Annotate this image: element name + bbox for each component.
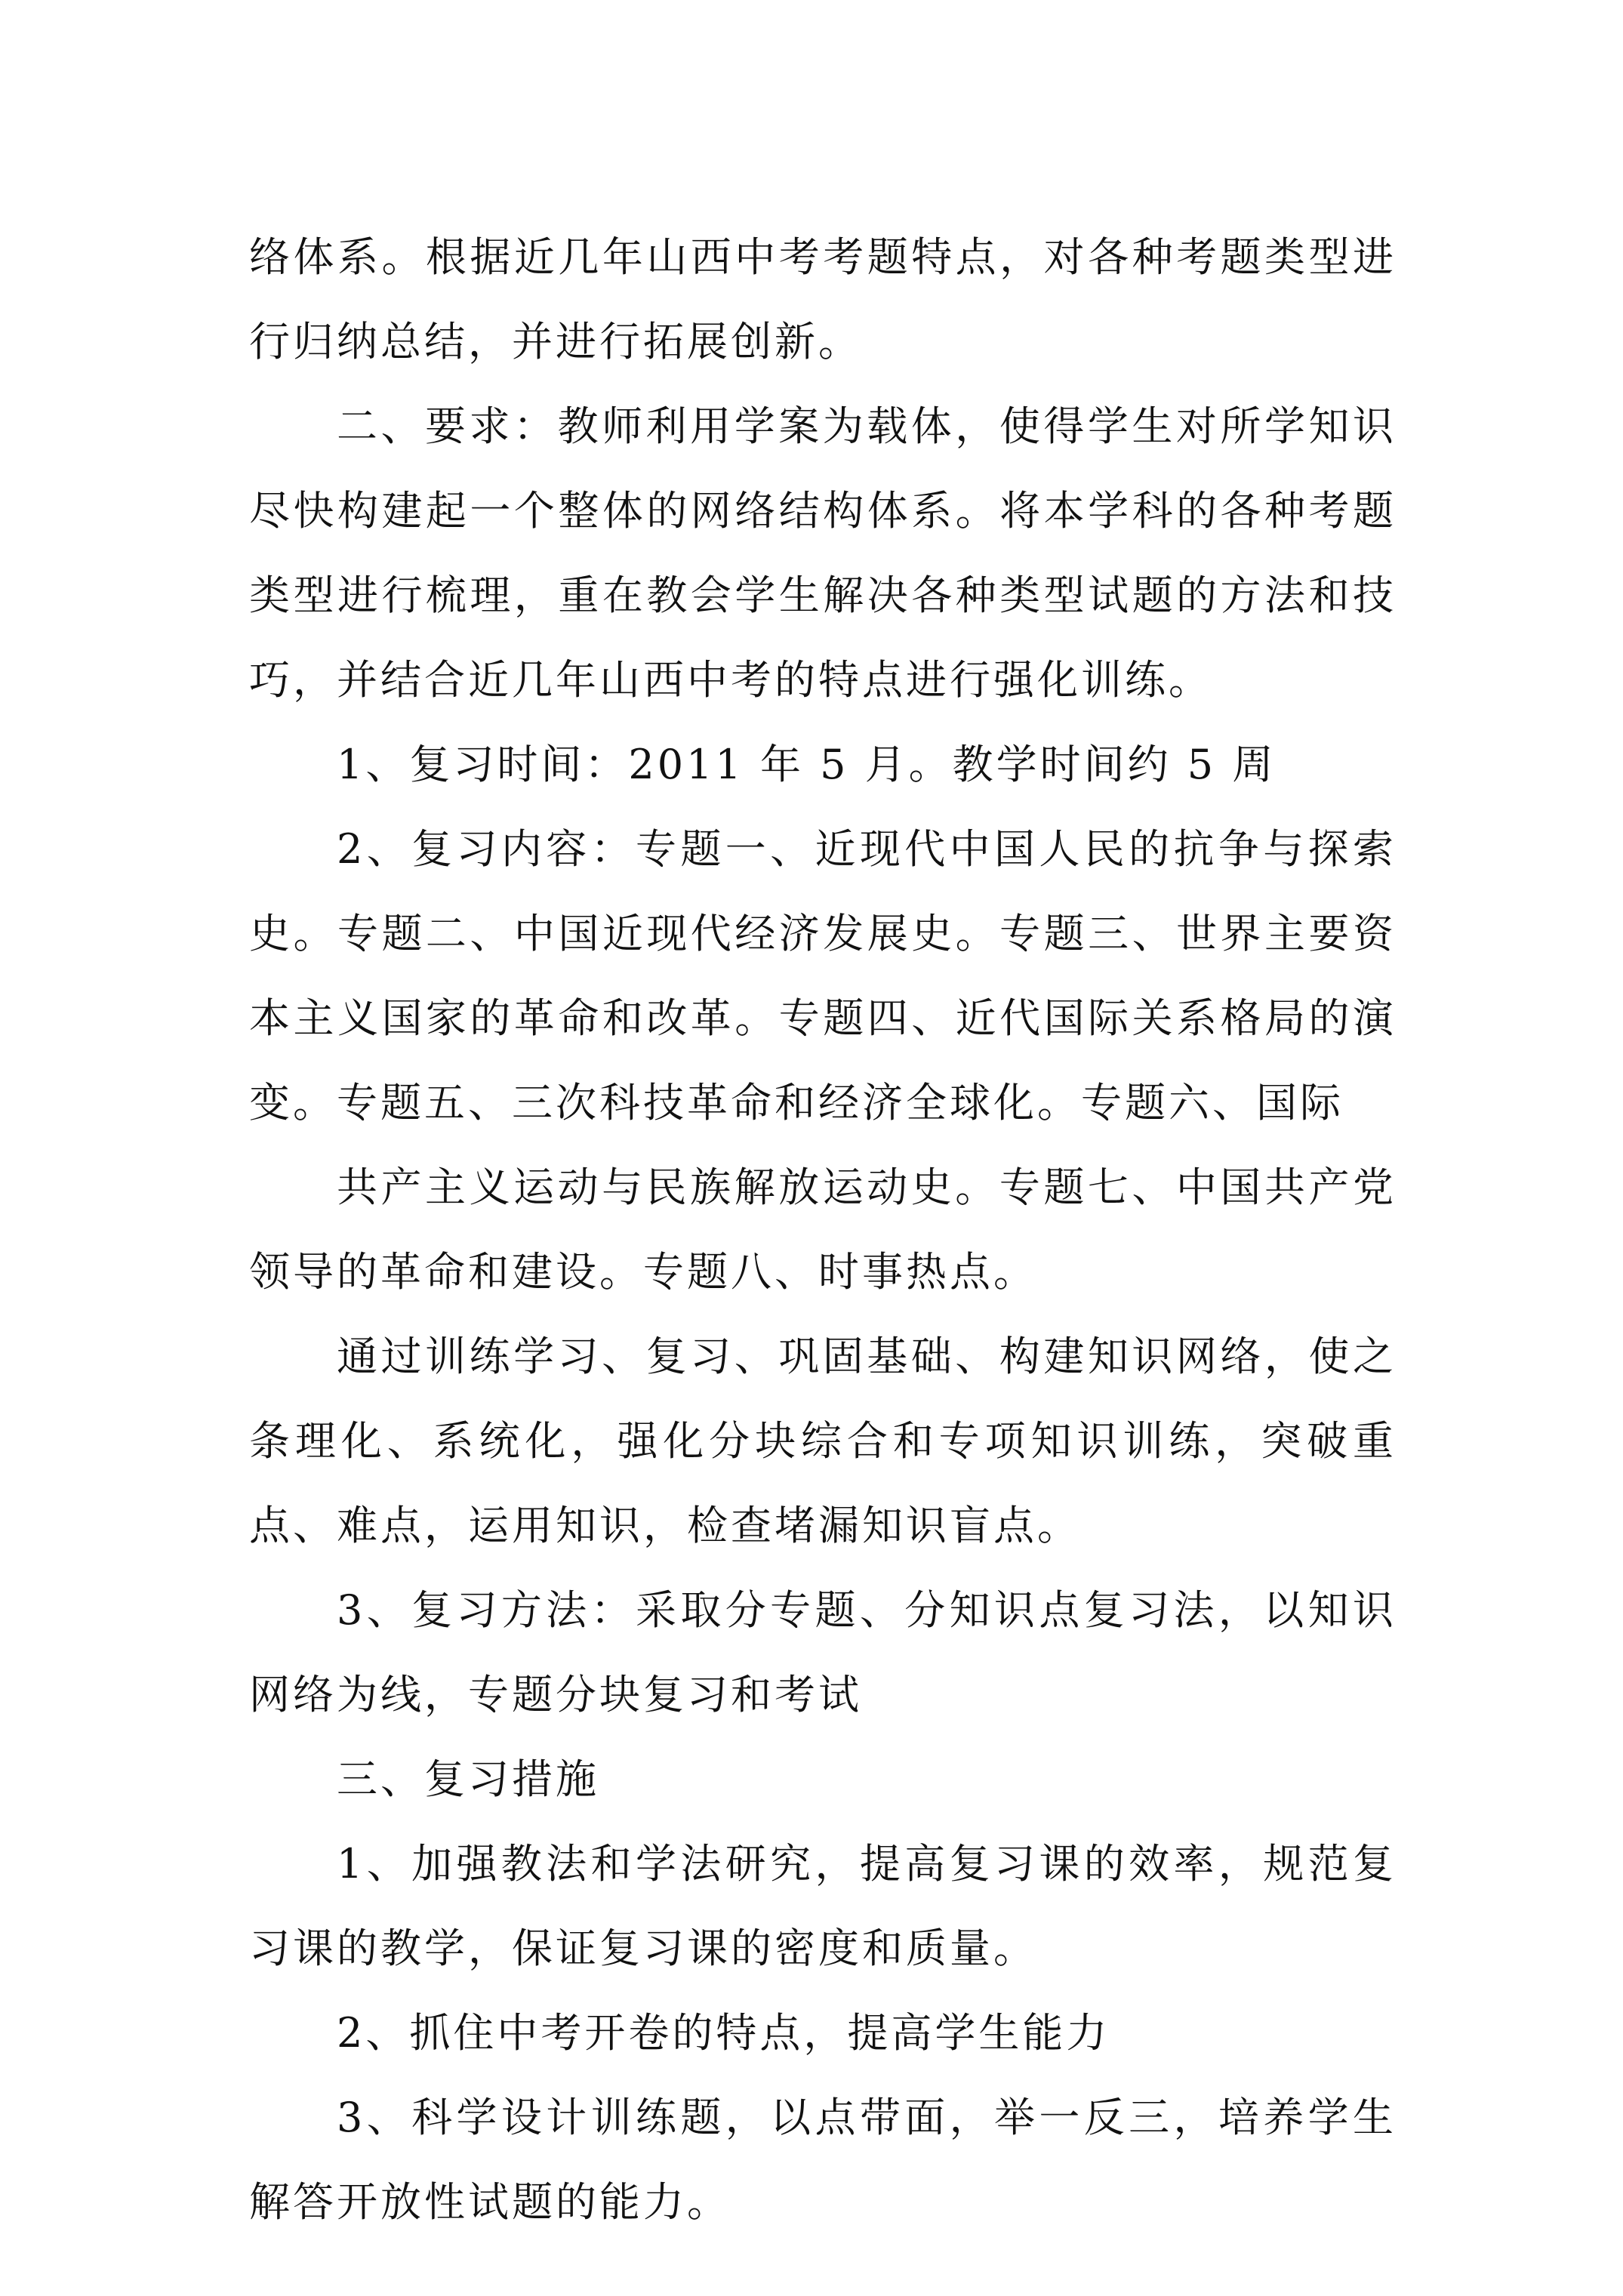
paragraph-training-goals: 通过训练学习、复习、巩固基础、构建知识网络，使之条理化、系统化，强化分块综合和专项知识训练，突破重点、难点，运用知识，检查堵漏知识盲点。: [249, 1333, 1397, 1549]
paragraph-review-content-continued: 共产主义运动与民族解放运动史。专题七、中国共产党领导的革命和建设。专题八、时事热点。: [249, 1163, 1397, 1296]
section-heading-measures: 三、复习措施: [337, 1755, 599, 1803]
paragraph-review-method: 3、复习方法：采取分专题、分知识点复习法，以知识网络为线，专题分块复习和考试: [249, 1586, 1397, 1718]
document-body: [249, 215, 1397, 2245]
paragraph-measure-3: 3、科学设计训练题，以点带面，举一反三，培养学生解答开放性试题的能力。: [249, 2094, 1397, 2226]
paragraph-review-content: 2、复习内容：专题一、近现代中国人民的抗争与探索史。专题二、中国近现代经济发展史。专题三、世界主要资本主义国家的革命和改革。专题四、近代国际关系格局的演变。专题五、三次科技革命和经济全球化。专题六、国际: [249, 825, 1397, 1126]
paragraph-review-time: 1、复习时间：2011 年 5 月。教学时间约 5 周: [337, 741, 1277, 788]
paragraph-network-system: 络体系。根据近几年山西中考考题特点，对各种考题类型进行归纳总结，并进行拓展创新。: [249, 233, 1397, 365]
paragraph-measure-1: 1、加强教法和学法研究，提高复习课的效率，规范复习课的教学，保证复习课的密度和质量。: [249, 1840, 1397, 1972]
paragraph-requirements: 二、要求：教师利用学案为载体，使得学生对所学知识尽快构建起一个整体的网络结构体系。将本学科的各种考题类型进行梳理，重在教会学生解决各种类型试题的方法和技巧，并结合近几年山西中考的特点进行强化训练。: [249, 402, 1397, 704]
paragraph-measure-2: 2、抓住中考开卷的特点，提高学生能力: [337, 2009, 1110, 2057]
